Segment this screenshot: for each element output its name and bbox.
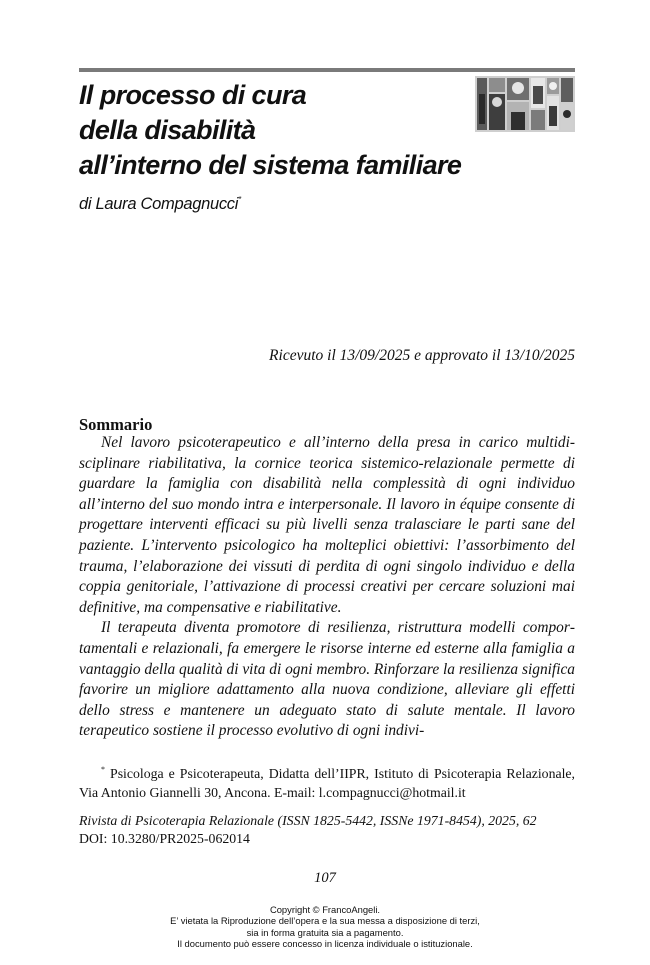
summary-heading: Sommario [79,414,153,434]
copyright-line: sia in forma gratuita sia a pagamento. [246,926,404,938]
top-rule [79,68,575,72]
doi-line: DOI: 10.3280/PR2025-062014 [79,831,250,846]
received-approved-date: Ricevuto il 13/09/2025 e approvato il 13/10/2025 [269,347,575,364]
header-photo [475,76,575,132]
page-number: 107 [314,870,336,886]
summary-paragraph: Nel lavoro psicoterapeutico e all’interno della presa in carico multidisciplinare riabilitativa, la cornice teorica sistemico-relazionale permette di guardare la famiglia con disabilità nella complessità di ogni individuo all’interno del suo mondo intra e interpersonale. Il lavoro in équipe consente di progettare interventi efficaci su più livelli senza tralasciare le parti sane del paziente. L’intervento psicologico ha molteplici obiettivi: l’assorbimento del trauma, l’elaborazione dei vissuti di perdita di ogni singolo individuo e della coppia genitoriale, l’attivazione di processi creativi per cercare soluzioni mai definitive, ma compensative e riabilitative. [79,434,575,616]
journal-line: Rivista di Psicoterapia Relazionale (ISSN 1825-5442, ISSNe 1971-8454), 2025, 62 [79,813,537,828]
summary-body [79,433,575,742]
copyright-line: E’ vietata la Riproduzione dell’opera e la sua messa a disposizione di terzi, [170,915,480,927]
footnote-mark: * [101,765,105,774]
journal-citation [79,812,579,848]
title-line: della disabilità [79,115,256,145]
article-title [79,78,479,183]
title-line: Il processo di cura [79,80,307,110]
copyright-line: Il documento può essere concesso in licenza individuale o istituzionale. [177,937,473,949]
author-name: di Laura Compagnucci [79,195,239,213]
copyright-line: Copyright © FrancoAngeli. [269,904,381,915]
article-author [79,190,241,214]
footnote-text: Psicologa e Psicoterapeuta, Didatta dell’IIPR, Istituto di Psicoterapia Relazionale, Via Antonio Giannelli 30, Ancona. E-mail: l.compagnucci@hotmail.it [79,766,575,800]
title-line: all’interno del sistema familiare [79,150,462,180]
summary-paragraph: Il terapeuta diventa promotore di resilienza, ristruttura modelli comportamentali e relazionali, fa emergere le risorse interne ed esterne alla famiglia a vantaggio della qualità di vita di ogni membro. Rinforzare la resilienza significa favorire un migliore adattamento alla nuova condizione, alleviare gli effetti dello stress e mantenere un adeguato stato di salute mentale. Il lavoro terapeutico sostiene il processo evolutivo di ogni indivi- [79,619,575,740]
author-footnote [79,760,575,802]
copyright-notice [0,904,650,949]
author-footnote-mark: * [238,195,241,204]
